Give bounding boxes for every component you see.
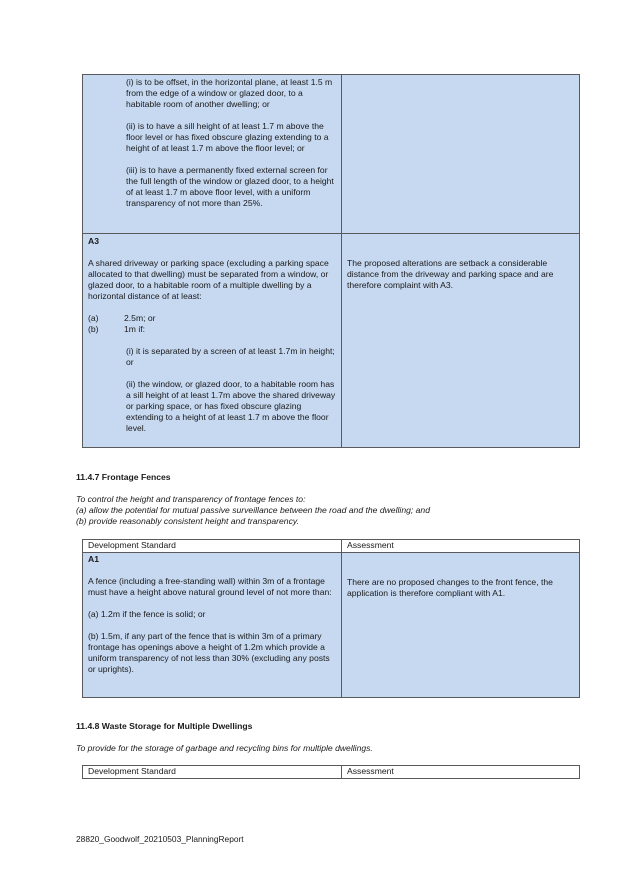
option-row (88, 313, 336, 324)
objective-line: (b) provide reasonably consistent height and transparency. (76, 516, 299, 526)
option-key: (a) (88, 313, 99, 323)
sub-clause: (iii) is to have a permanently fixed external screen for the full length of the window or glazed door, to a height of at least 1.7 m above floor level, with a uniform transparency of not more than 25%. (126, 165, 334, 208)
assessment-text: The proposed alterations are setback a considerable distance from the driveway and parking space and are therefore complaint with A3. (347, 258, 554, 290)
objective-line: To control the height and transparency of frontage fences to: (76, 494, 306, 504)
sub-clause: (i) is to be offset, in the horizontal plane, at least 1.5 m from the edge of a window or glazed door, to a habitable room of another dwelling; or (126, 77, 333, 109)
option-text: 2.5m; or (124, 313, 156, 323)
assessment-cell (342, 75, 580, 234)
standard-label: A1 (88, 554, 99, 564)
sub-clause: (ii) the window, or glazed door, to a habitable room has a sill height of at least 1.7m above the shared driveway or parking space, or has fixed obscure glazing extending to a height of at least 1.7 m above the floor level. (126, 379, 336, 433)
option-text: 1m if: (124, 324, 146, 334)
column-header: Development Standard (83, 540, 342, 553)
objective-line: To provide for the storage of garbage and recycling bins for multiple dwellings. (76, 743, 373, 753)
table-row (83, 553, 580, 698)
table-row (83, 75, 580, 234)
frontage-fences-table (82, 539, 580, 698)
assessment-text: There are no proposed changes to the front fence, the application is therefore compliant with A1. (347, 577, 553, 598)
option-row (88, 324, 336, 335)
section-heading: 11.4.8 Waste Storage for Multiple Dwellings (76, 721, 253, 731)
standard-text: (b) 1.5m, if any part of the fence that is within 3m of a primary frontage has openings above a height of 1.2m which provide a uniform transparency of not less than 30% (excluding any posts or uprights). (88, 631, 330, 674)
standard-cell (83, 75, 342, 234)
sub-clause: (i) it is separated by a screen of at least 1.7m in height; or (126, 346, 335, 367)
column-header: Assessment (342, 540, 580, 553)
table-header-row (83, 540, 580, 553)
option-key: (b) (88, 324, 99, 334)
sub-clause: (ii) is to have a sill height of at least 1.7 m above the floor level or has fixed obscure glazing extending to a height of at least 1.7 m above the floor level; or (126, 121, 329, 153)
standard-text: A fence (including a free-standing wall) within 3m of a frontage must have a height above natural ground level of not more than: (88, 576, 332, 597)
page-footer: 28820_Goodwolf_20210503_PlanningReport (76, 834, 244, 844)
objective-line: (a) allow the potential for mutual passive surveillance between the road and the dwelling; and (76, 505, 430, 515)
column-header: Development Standard (83, 766, 342, 779)
standard-cell (83, 234, 342, 448)
standard-text: A shared driveway or parking space (excluding a parking space allocated to that dwelling) must be separated from a window, or glazed door, to a habitable room of a multiple dwelling by a horizontal distance of at least: (88, 258, 329, 301)
waste-storage-table (82, 765, 580, 779)
upper-standards-table (82, 74, 580, 448)
standard-label: A3 (88, 236, 99, 246)
assessment-cell (342, 234, 580, 448)
column-header: Assessment (342, 766, 580, 779)
section-heading: 11.4.7 Frontage Fences (76, 472, 171, 482)
standard-cell (83, 553, 342, 698)
table-header-row (83, 766, 580, 779)
assessment-cell (342, 553, 580, 698)
table-row (83, 234, 580, 448)
standard-text: (a) 1.2m if the fence is solid; or (88, 609, 206, 619)
